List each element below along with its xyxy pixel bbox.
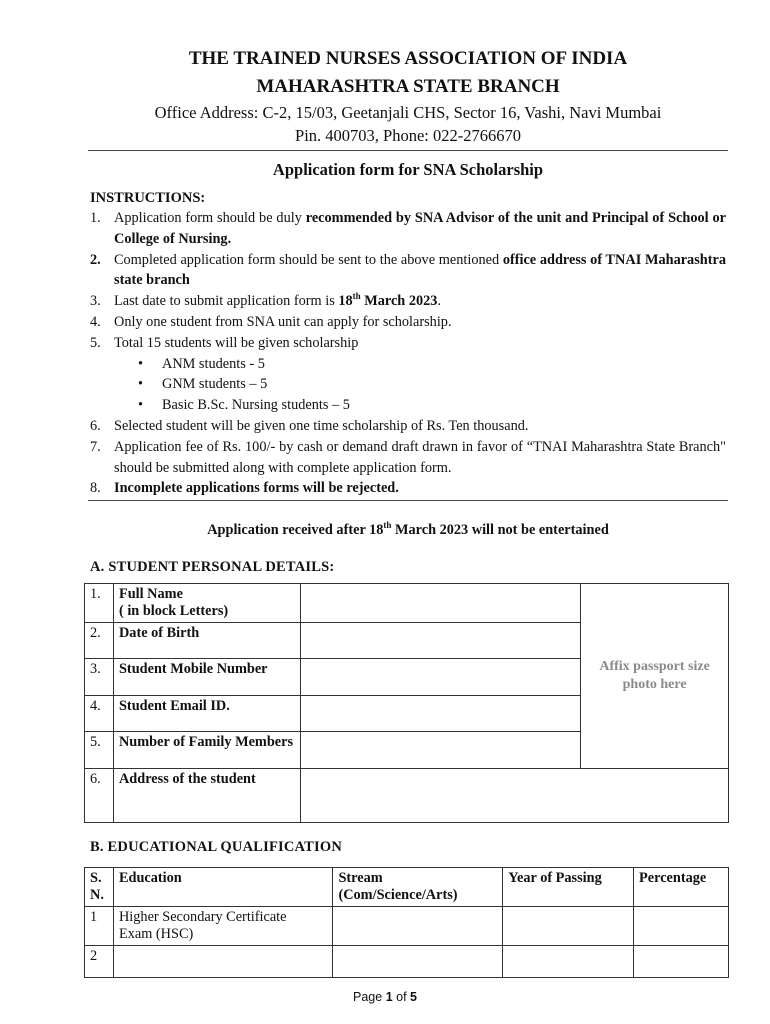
table-row: 2 — [85, 946, 729, 978]
table-row: 6. Address of the student — [85, 769, 729, 823]
instruction-item: 1. Application form should be duly recommended by SNA Advisor of the unit and Principal of School or College of Nursing. — [90, 210, 726, 247]
instruction-item: 2. Completed application form should be sent to the above mentioned office address of TNAI Maharashtra state branch — [90, 251, 726, 289]
education-cell: Higher Secondary Certificate Exam (HSC) — [113, 907, 332, 946]
section-a-heading: A. STUDENT PERSONAL DETAILS: — [90, 559, 335, 575]
bullet-item: • ANM students - 5 — [90, 354, 726, 375]
instructions-divider — [88, 500, 728, 501]
stream-field[interactable] — [333, 907, 503, 946]
full-name-label: Full Name ( in block Letters) — [113, 584, 300, 623]
instruction-item: 8. Incomplete applications forms will be rejected. — [90, 480, 399, 497]
year-header: Year of Passing — [503, 868, 634, 907]
bullet-icon: • — [138, 355, 144, 372]
org-name: THE TRAINED NURSES ASSOCIATION OF INDIA — [188, 48, 628, 69]
table-row: 1. Full Name ( in block Letters) Affix passport size photo here — [85, 584, 729, 623]
table-row: 1 Higher Secondary Certificate Exam (HSC) — [85, 907, 729, 946]
dob-field[interactable] — [300, 623, 580, 659]
mobile-label: Student Mobile Number — [113, 659, 300, 696]
late-notice: Application received after 18th March 2023 will not be entertained — [207, 520, 609, 538]
address-field[interactable] — [300, 769, 728, 823]
mobile-field[interactable] — [300, 659, 580, 696]
percentage-field[interactable] — [634, 907, 729, 946]
page-footer: Page 1 of 5 — [353, 990, 417, 1004]
address-label: Address of the student — [113, 769, 300, 823]
instruction-item: 7. Application fee of Rs. 100/- by cash or demand draft drawn in favor of “TNAI Maharashtra State Branch" should be submitted along with complete application form. — [90, 438, 726, 476]
percentage-field[interactable] — [634, 946, 729, 978]
section-b-heading: B. EDUCATIONAL QUALIFICATION — [90, 839, 343, 855]
office-address: Office Address: C-2, 15/03, Geetanjali CHS, Sector 16, Vashi, Navi Mumbai — [154, 103, 662, 122]
education-header: Education — [113, 868, 332, 907]
family-members-field[interactable] — [300, 732, 580, 769]
education-table — [84, 867, 729, 978]
bullet-item: • Basic B.Sc. Nursing students – 5 — [90, 395, 726, 416]
dob-label: Date of Birth — [113, 623, 300, 659]
form-title: Application form for SNA Scholarship — [272, 160, 544, 179]
family-members-label: Number of Family Members — [113, 732, 300, 769]
branch-name: MAHARASHTRA STATE BRANCH — [256, 76, 560, 97]
bullet-item: • GNM students – 5 — [90, 374, 726, 395]
photo-box[interactable]: Affix passport size photo here — [581, 584, 729, 769]
email-field[interactable] — [300, 696, 580, 732]
personal-details-table — [84, 583, 729, 823]
bullet-icon: • — [138, 397, 144, 414]
instruction-item: 3. Last date to submit application form is 18th March 2023. — [90, 291, 442, 310]
table-row: 5. Number of Family Members — [85, 732, 729, 769]
education-field[interactable] — [113, 946, 332, 978]
stream-field[interactable] — [333, 946, 503, 978]
table-row: 3. Student Mobile Number — [85, 659, 729, 696]
year-field[interactable] — [503, 907, 634, 946]
instruction-item: 5. Total 15 students will be given scholarship — [90, 334, 359, 351]
bullet-icon: • — [138, 376, 144, 393]
instruction-item: 6. Selected student will be given one time scholarship of Rs. Ten thousand. — [90, 417, 529, 434]
instructions-heading: INSTRUCTIONS: — [90, 190, 206, 206]
table-header-row — [85, 868, 729, 907]
full-name-field[interactable] — [300, 584, 580, 623]
stream-header: Stream (Com/Science/Arts) — [333, 868, 503, 907]
percentage-header: Percentage — [634, 868, 729, 907]
email-label: Student Email ID. — [113, 696, 300, 732]
table-row: 2. Date of Birth — [85, 623, 729, 659]
sn-header: S. N. — [85, 868, 114, 907]
header-divider — [88, 150, 728, 151]
instructions-list — [90, 208, 726, 499]
year-field[interactable] — [503, 946, 634, 978]
table-row: 4. Student Email ID. — [85, 696, 729, 732]
pin-phone: Pin. 400703, Phone: 022-2766670 — [295, 126, 521, 145]
instruction-item: 4. Only one student from SNA unit can apply for scholarship. — [90, 313, 452, 330]
